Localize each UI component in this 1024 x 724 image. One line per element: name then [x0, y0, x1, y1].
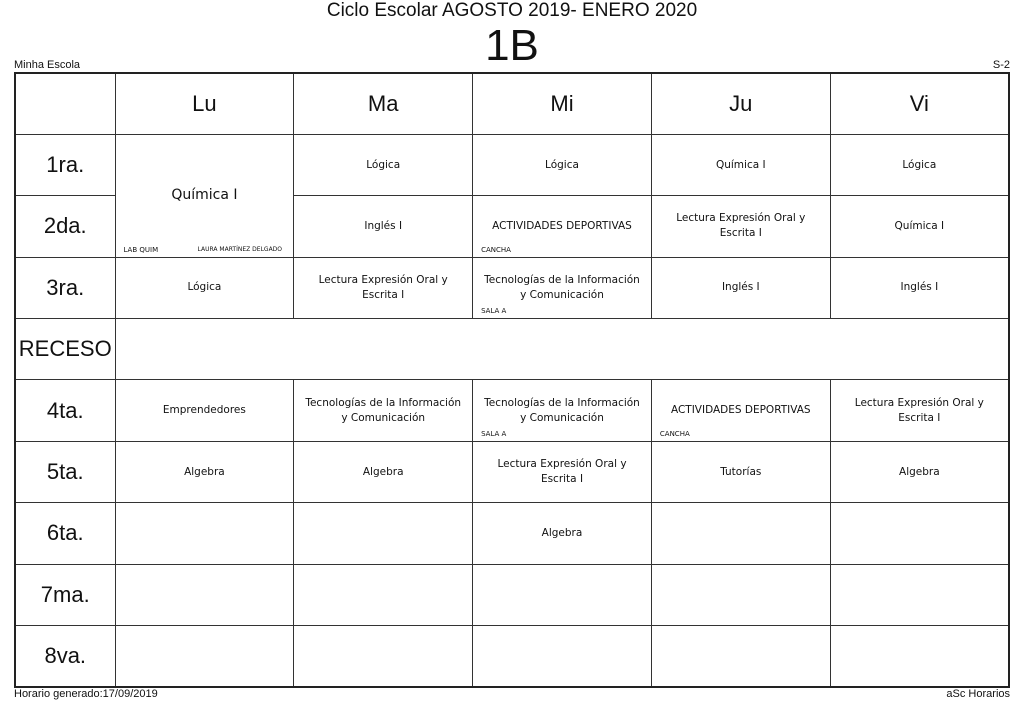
empty-cell	[115, 564, 294, 625]
empty-cell	[830, 503, 1009, 564]
day-header-lu: Lu	[115, 73, 294, 134]
lesson-room: SALA A	[481, 307, 507, 316]
empty-cell	[473, 626, 652, 687]
day-header-vi: Vi	[830, 73, 1009, 134]
lesson-subject: Lectura Expresión Oral y Escrita I	[318, 273, 448, 301]
lesson-subject: Química I	[894, 219, 945, 232]
lesson-subject: ACTIVIDADES DEPORTIVAS	[670, 404, 811, 417]
recess-cell	[115, 319, 1009, 380]
lesson-cell	[830, 380, 1009, 441]
lesson-subject: Lógica	[187, 281, 222, 294]
empty-cell	[115, 626, 294, 687]
lesson-cell	[294, 441, 473, 502]
lesson-room: LAB QUIM	[123, 245, 159, 254]
lesson-subject: Algebra	[541, 526, 583, 539]
period-row-3	[15, 257, 1009, 318]
lesson-cell	[115, 441, 294, 502]
lesson-subject: Algebra	[184, 465, 225, 478]
period-row-5	[15, 441, 1009, 502]
lesson-subject: Tecnologías de la Información y Comunicación	[305, 396, 462, 424]
period-row-8	[15, 626, 1009, 687]
lesson-subject: Lectura Expresión Oral y Escrita I	[676, 212, 806, 240]
timetable-code: S-2	[992, 59, 1010, 71]
lesson-subject: Lectura Expresión Oral y Escrita I	[497, 458, 627, 486]
lesson-cell	[830, 196, 1009, 257]
lesson-subject: Inglés I	[721, 281, 760, 294]
empty-cell	[294, 626, 473, 687]
recess-row	[15, 319, 1009, 380]
empty-cell	[651, 503, 830, 564]
empty-cell	[294, 564, 473, 625]
period-label: 2da.	[15, 196, 115, 257]
lesson-cell	[473, 441, 652, 502]
lesson-room: CANCHA	[481, 245, 511, 254]
period-label: 7ma.	[15, 564, 115, 625]
lesson-subject: ACTIVIDADES DEPORTIVAS	[492, 219, 632, 232]
empty-cell	[115, 503, 294, 564]
lesson-cell	[830, 257, 1009, 318]
empty-cell	[294, 503, 473, 564]
lesson-cell	[473, 380, 652, 441]
group-name: 1B	[485, 21, 539, 70]
recess-label: RECESO	[15, 319, 115, 380]
page-title: Ciclo Escolar AGOSTO 2019- ENERO 2020	[326, 0, 698, 21]
period-label: 6ta.	[15, 503, 115, 564]
timetable-grid	[14, 72, 1010, 688]
lesson-cell	[651, 134, 830, 195]
empty-cell	[473, 564, 652, 625]
lesson-cell	[115, 257, 294, 318]
lesson-room: SALA A	[481, 429, 507, 438]
period-row-1	[15, 134, 1009, 195]
period-label: 4ta.	[15, 380, 115, 441]
lesson-teacher: LAURA MARTÍNEZ DELGADO	[197, 245, 283, 253]
lesson-subject: Tutorías	[720, 465, 762, 478]
lesson-subject: Inglés I	[900, 281, 939, 294]
lesson-room: CANCHA	[659, 429, 690, 438]
empty-cell	[651, 564, 830, 625]
period-row-6	[15, 503, 1009, 564]
lesson-subject: Lógica	[366, 158, 401, 171]
period-label: 3ra.	[15, 257, 115, 318]
lesson-cell	[294, 257, 473, 318]
lesson-cell	[294, 134, 473, 195]
lesson-cell	[115, 134, 294, 257]
empty-cell	[651, 626, 830, 687]
lesson-cell	[115, 380, 294, 441]
lesson-subject: Inglés I	[364, 219, 403, 232]
lesson-cell	[651, 441, 830, 502]
day-header-ju: Ju	[651, 73, 830, 134]
software-brand: aSc Horarios	[946, 688, 1010, 700]
lesson-subject: Lógica	[545, 158, 579, 171]
lesson-cell	[473, 257, 652, 318]
lesson-cell	[651, 196, 830, 257]
lesson-subject: Tecnologías de la Información y Comunicación	[484, 273, 640, 301]
school-name: Minha Escola	[14, 59, 81, 71]
period-row-7	[15, 564, 1009, 625]
period-label: 8va.	[15, 626, 115, 687]
lesson-subject: Química I	[715, 158, 766, 171]
period-label: 1ra.	[15, 134, 115, 195]
lesson-cell	[830, 134, 1009, 195]
day-header-ma: Ma	[294, 73, 473, 134]
lesson-cell	[294, 380, 473, 441]
lesson-subject: Lógica	[902, 158, 937, 171]
day-header-mi: Mi	[473, 73, 652, 134]
lesson-subject: Algebra	[899, 465, 940, 478]
lesson-cell	[651, 380, 830, 441]
day-header-row	[15, 73, 1009, 134]
lesson-cell	[651, 257, 830, 318]
period-label: 5ta.	[15, 441, 115, 502]
lesson-cell	[473, 503, 652, 564]
lesson-subject: Química I	[171, 187, 238, 204]
lesson-subject: Algebra	[362, 465, 404, 478]
corner-cell	[15, 73, 115, 134]
period-row-4	[15, 380, 1009, 441]
lesson-cell	[294, 196, 473, 257]
empty-cell	[830, 626, 1009, 687]
lesson-subject: Lectura Expresión Oral y Escrita I	[854, 396, 984, 424]
lesson-subject: Emprendedores	[162, 404, 246, 417]
lesson-cell	[473, 134, 652, 195]
generated-date: Horario generado:17/09/2019	[14, 688, 158, 700]
lesson-subject: Tecnologías de la Información y Comunicación	[484, 396, 640, 424]
lesson-cell	[473, 196, 652, 257]
lesson-cell	[830, 441, 1009, 502]
empty-cell	[830, 564, 1009, 625]
